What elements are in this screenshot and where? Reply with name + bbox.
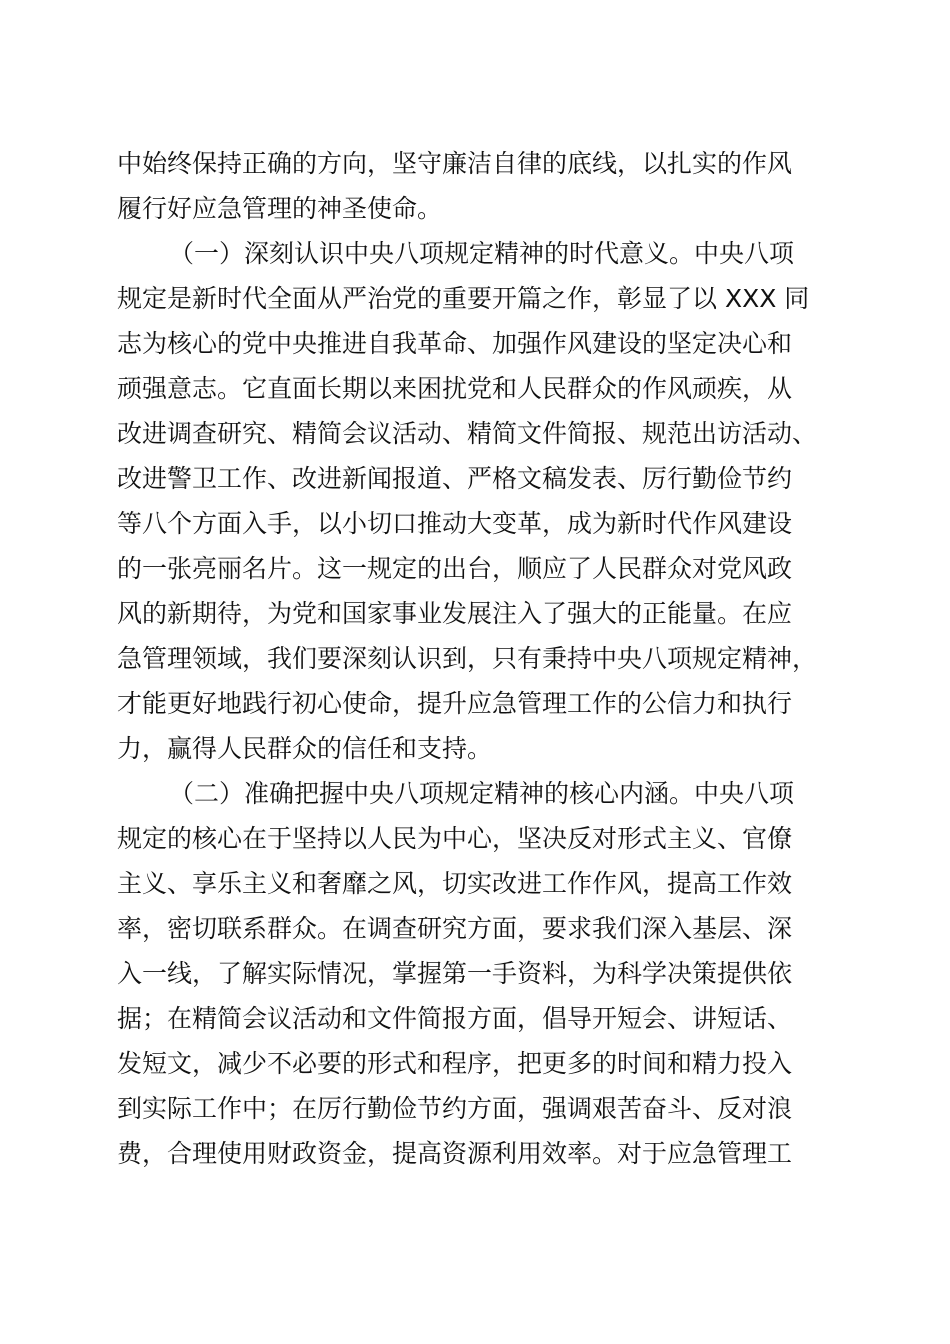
text-line: 费，合理使用财政资金，提高资源利用效率。对于应急管理工 <box>117 1139 793 1168</box>
text-line: 入一线，了解实际情况，掌握第一手资料，为科学决策提供依 <box>117 959 793 988</box>
text-line: 等八个方面入手，以小切口推动大变革，成为新时代作风建设 <box>117 509 793 538</box>
section-heading-line: （二）准确把握中央八项规定精神的核心内涵。中央八项 <box>169 779 795 808</box>
text-line: 风的新期待，为党和国家事业发展注入了强大的正能量。在应 <box>117 599 793 628</box>
text-line: 志为核心的党中央推进自我革命、加强作风建设的坚定决心和 <box>117 329 793 358</box>
text-line: 改进警卫工作、改进新闻报道、严格文稿发表、厉行勤俭节约 <box>117 464 793 493</box>
text-line: 顽强意志。它直面长期以来困扰党和人民群众的作风顽疾，从 <box>117 374 793 403</box>
section-heading-line: （一）深刻认识中央八项规定精神的时代意义。中央八项 <box>169 239 795 268</box>
text-line: 规定是新时代全面从严治党的重要开篇之作，彰显了以 XXX 同 <box>117 284 810 313</box>
text-line: 规定的核心在于坚持以人民为中心，坚决反对形式主义、官僚 <box>117 824 793 853</box>
text-line: 中始终保持正确的方向，坚守廉洁自律的底线，以扎实的作风 <box>117 149 793 178</box>
text-line: 主义、享乐主义和奢靡之风，切实改进工作作风，提高工作效 <box>117 869 793 898</box>
text-line: 发短文，减少不必要的形式和程序，把更多的时间和精力投入 <box>117 1049 793 1078</box>
text-line: 力，赢得人民群众的信任和支持。 <box>117 734 493 763</box>
text-line: 据；在精简会议活动和文件简报方面，倡导开短会、讲短话、 <box>117 1004 793 1033</box>
text-line: 的一张亮丽名片。这一规定的出台，顺应了人民群众对党风政 <box>117 554 793 583</box>
text-line: 率，密切联系群众。在调查研究方面，要求我们深入基层、深 <box>117 914 793 943</box>
text-line: 到实际工作中；在厉行勤俭节约方面，强调艰苦奋斗、反对浪 <box>117 1094 793 1123</box>
text-line: 履行好应急管理的神圣使命。 <box>117 194 443 223</box>
text-line: 急管理领域，我们要深刻认识到，只有秉持中央八项规定精神， <box>117 644 818 673</box>
text-line: 才能更好地践行初心使命，提升应急管理工作的公信力和执行 <box>117 689 793 718</box>
text-line: 改进调查研究、精简会议活动、精简文件简报、规范出访活动、 <box>117 419 818 448</box>
body-text <box>117 141 837 1176</box>
